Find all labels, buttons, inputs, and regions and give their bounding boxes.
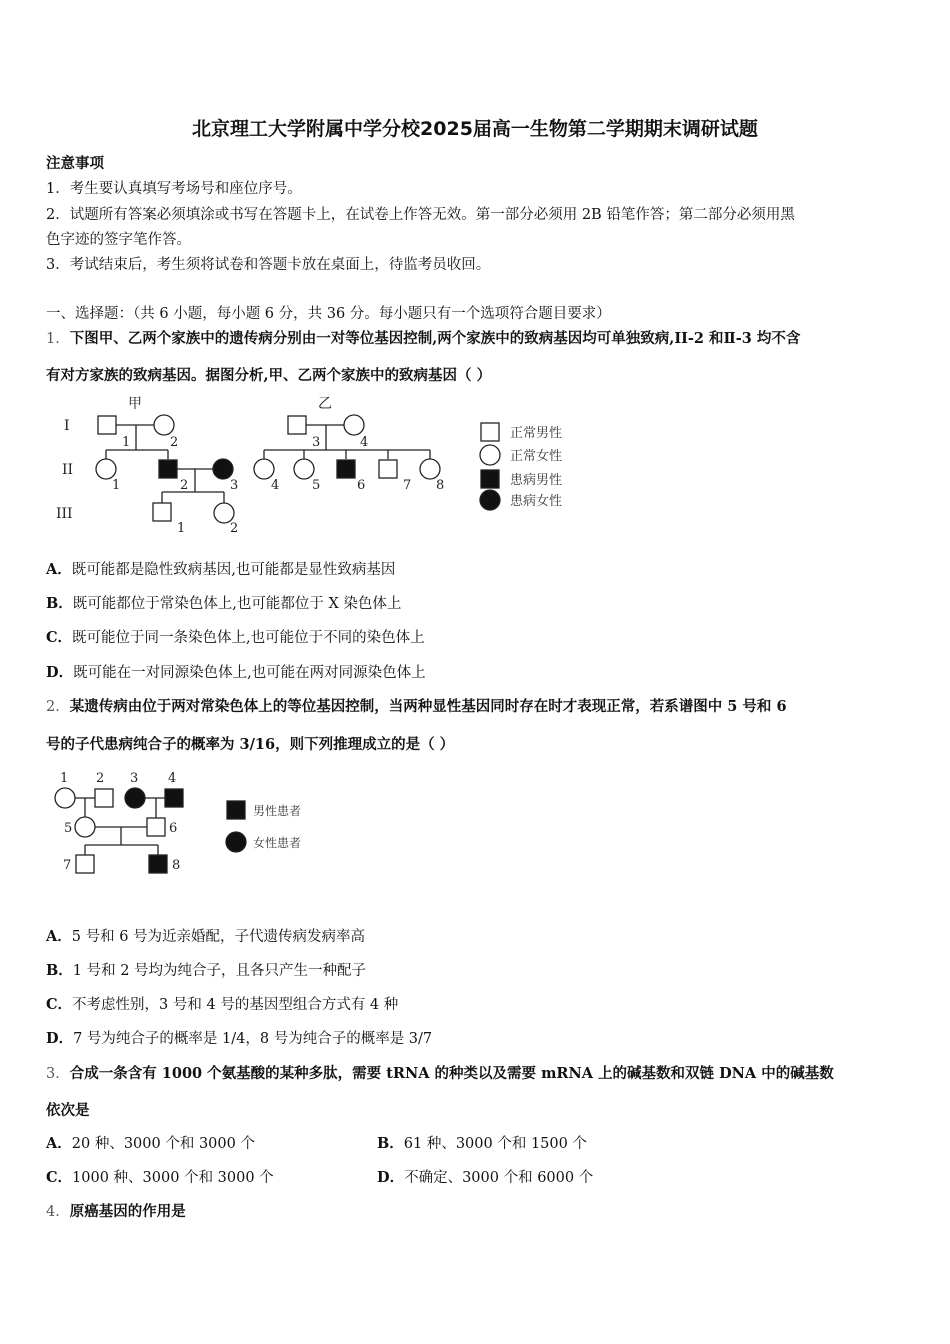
option-text: 20 种、3000 个和 3000 个 xyxy=(71,1136,255,1152)
page-title: 北京理工大学附属中学分校2025届高一生物第二学期期末调研试题 xyxy=(192,118,758,140)
question-3-line1 xyxy=(46,1062,834,1083)
pedigree-male-affected xyxy=(159,460,177,478)
pedigree-male-normal xyxy=(76,855,94,873)
option-text: 7 号为纯合子的概率是 1/4，8 号为纯合子的概率是 3/7 xyxy=(73,1031,433,1047)
generation-label: I xyxy=(64,418,70,434)
individual-number: 7 xyxy=(403,478,412,493)
pedigree-female-normal xyxy=(55,788,75,808)
option-letter: D． xyxy=(46,1030,74,1047)
option-c xyxy=(46,1166,274,1187)
option-a xyxy=(46,558,395,579)
pedigree-female-normal xyxy=(344,415,364,435)
pedigree-female-normal xyxy=(75,817,95,837)
pedigree-female-normal xyxy=(420,459,440,479)
question-2-line2: 号的子代患病纯合子的概率为 3/16，则下列推理成立的是（ ） xyxy=(46,736,455,753)
individual-number: 4 xyxy=(168,771,177,786)
legend-label: 男性患者 xyxy=(253,804,302,818)
option-text: 既可能位于同一条染色体上,也可能位于不同的染色体上 xyxy=(72,630,425,646)
option-text: 不考虑性别，3 号和 4 号的基因型组合方式有 4 种 xyxy=(72,997,399,1013)
individual-number: 1 xyxy=(177,521,186,536)
pedigree-male-normal xyxy=(95,789,113,807)
individual-number: 1 xyxy=(60,771,69,786)
pedigree-female-normal xyxy=(154,415,174,435)
pedigree-male-normal xyxy=(147,818,165,836)
legend-affected-female-icon xyxy=(480,490,500,510)
section-heading: 一、选择题：（共 6 小题，每小题 6 分，共 36 分。每小题只有一个选项符合题目要求） xyxy=(46,306,611,322)
question-3-line2: 依次是 xyxy=(46,1102,90,1119)
individual-number: 3 xyxy=(312,435,321,450)
option-letter: D． xyxy=(377,1169,405,1186)
option-text: 1000 种、3000 个和 3000 个 xyxy=(72,1170,274,1186)
individual-number: 4 xyxy=(271,478,280,493)
option-letter: C． xyxy=(46,629,73,646)
pedigree-female-normal xyxy=(214,503,234,523)
family-label: 乙 xyxy=(318,396,332,412)
question-text: 原癌基因的作用是 xyxy=(69,1203,186,1220)
notice-heading: 注意事项 xyxy=(46,155,104,172)
question-1-line1 xyxy=(46,327,800,348)
legend-male-patient-icon xyxy=(227,801,245,819)
option-letter: C． xyxy=(46,996,73,1013)
question-4-line1 xyxy=(46,1200,186,1221)
pedigree-male-normal xyxy=(153,503,171,521)
option-a xyxy=(46,1132,255,1153)
option-b xyxy=(46,592,401,613)
pedigree-female-affected xyxy=(213,459,233,479)
question-number: 2． xyxy=(46,699,70,715)
pedigree-male-normal xyxy=(379,460,397,478)
individual-number: 3 xyxy=(130,771,139,786)
legend-label: 正常女性 xyxy=(510,449,563,464)
option-c xyxy=(46,993,398,1014)
option-a xyxy=(46,925,365,946)
individual-number: 7 xyxy=(63,858,72,873)
pedigree-female-affected xyxy=(125,788,145,808)
question-text: 某遗传病由位于两对常染色体上的等位基因控制，当两种显性基因同时存在时才表现正常，若系谱图中 5 号和 6 xyxy=(69,698,787,715)
pedigree-male-normal xyxy=(98,416,116,434)
individual-number: 1 xyxy=(112,478,121,493)
generation-label: II xyxy=(62,462,74,478)
pedigree-female-normal xyxy=(254,459,274,479)
option-text: 61 种、3000 个和 1500 个 xyxy=(403,1136,587,1152)
option-c xyxy=(46,626,425,647)
option-letter: C． xyxy=(46,1169,73,1186)
notice-item: 2．试题所有答案必须填涂或书写在答题卡上，在试卷上作答无效。第一部分必须用 2B 铅笔作答；第二部分必须用黑 xyxy=(46,207,795,223)
pedigree-figure-2 xyxy=(46,765,346,885)
legend-label: 患病女性 xyxy=(510,494,563,509)
option-text: 不确定、3000 个和 6000 个 xyxy=(404,1170,594,1186)
individual-number: 6 xyxy=(169,821,178,836)
question-text: 合成一条含有 1000 个氨基酸的某种多肽，需要 tRNA 的种类以及需要 mRNA 上的碱基数和双链 DNA 中的碱基数 xyxy=(69,1065,834,1082)
notice-item: 3．考试结束后，考生须将试卷和答题卡放在桌面上，待监考员收回。 xyxy=(46,257,491,273)
individual-number: 1 xyxy=(122,435,131,450)
option-letter: A． xyxy=(46,1135,72,1152)
notice-item: 1．考生要认真填写考场号和座位序号。 xyxy=(46,181,302,197)
option-letter: A． xyxy=(46,928,72,945)
question-number: 1． xyxy=(46,331,70,347)
option-text: 1 号和 2 号均为纯合子，且各只产生一种配子 xyxy=(72,963,367,979)
pedigree-female-normal xyxy=(294,459,314,479)
option-text: 既可能在一对同源染色体上,也可能在两对同源染色体上 xyxy=(73,665,426,681)
individual-number: 6 xyxy=(357,478,366,493)
option-text: 既可能都是隐性致病基因,也可能都是显性致病基因 xyxy=(71,562,396,578)
individual-number: 2 xyxy=(180,478,189,493)
legend-label: 患病男性 xyxy=(510,473,563,488)
option-d xyxy=(46,1027,432,1048)
question-number: 4． xyxy=(46,1204,70,1220)
individual-number: 5 xyxy=(312,478,321,493)
option-letter: D． xyxy=(46,664,74,681)
family-label: 甲 xyxy=(128,396,142,412)
option-letter: A． xyxy=(46,561,72,578)
question-number: 3． xyxy=(46,1066,70,1082)
generation-label: III xyxy=(56,506,73,522)
individual-number: 8 xyxy=(172,858,181,873)
option-b xyxy=(46,959,366,980)
option-text: 5 号和 6 号为近亲婚配，子代遗传病发病率高 xyxy=(71,929,366,945)
legend-affected-male-icon xyxy=(481,470,499,488)
option-b xyxy=(377,1132,587,1153)
pedigree-figure-1 xyxy=(40,392,640,542)
individual-number: 2 xyxy=(96,771,105,786)
option-text: 既可能都位于常染色体上,也可能都位于 X 染色体上 xyxy=(72,596,402,612)
option-d xyxy=(377,1166,593,1187)
legend-label: 正常男性 xyxy=(510,426,563,441)
pedigree-male-normal xyxy=(288,416,306,434)
legend-normal-female-icon xyxy=(480,445,500,465)
question-2-line1 xyxy=(46,695,787,716)
individual-number: 8 xyxy=(436,478,445,493)
individual-number: 5 xyxy=(64,821,73,836)
option-letter: B． xyxy=(46,962,73,979)
question-text: 下图甲、乙两个家族中的遗传病分别由一对等位基因控制,两个家族中的致病基因均可单独致病,II-2 和Ⅱ-3 均不含 xyxy=(69,330,801,347)
option-d xyxy=(46,661,426,682)
notice-item: 色字迹的签字笔作答。 xyxy=(46,232,191,248)
pedigree-female-normal xyxy=(96,459,116,479)
pedigree-male-affected xyxy=(165,789,183,807)
individual-number: 4 xyxy=(360,435,369,450)
legend-label: 女性患者 xyxy=(253,836,302,850)
legend-normal-male-icon xyxy=(481,423,499,441)
option-letter: B． xyxy=(46,595,73,612)
individual-number: 2 xyxy=(170,435,179,450)
legend-female-patient-icon xyxy=(226,832,246,852)
option-letter: B． xyxy=(377,1135,404,1152)
individual-number: 3 xyxy=(230,478,239,493)
pedigree-male-affected xyxy=(337,460,355,478)
question-1-line2: 有对方家族的致病基因。据图分析,甲、乙两个家族中的致病基因（ ） xyxy=(46,367,492,384)
pedigree-male-affected xyxy=(149,855,167,873)
individual-number: 2 xyxy=(230,521,239,536)
